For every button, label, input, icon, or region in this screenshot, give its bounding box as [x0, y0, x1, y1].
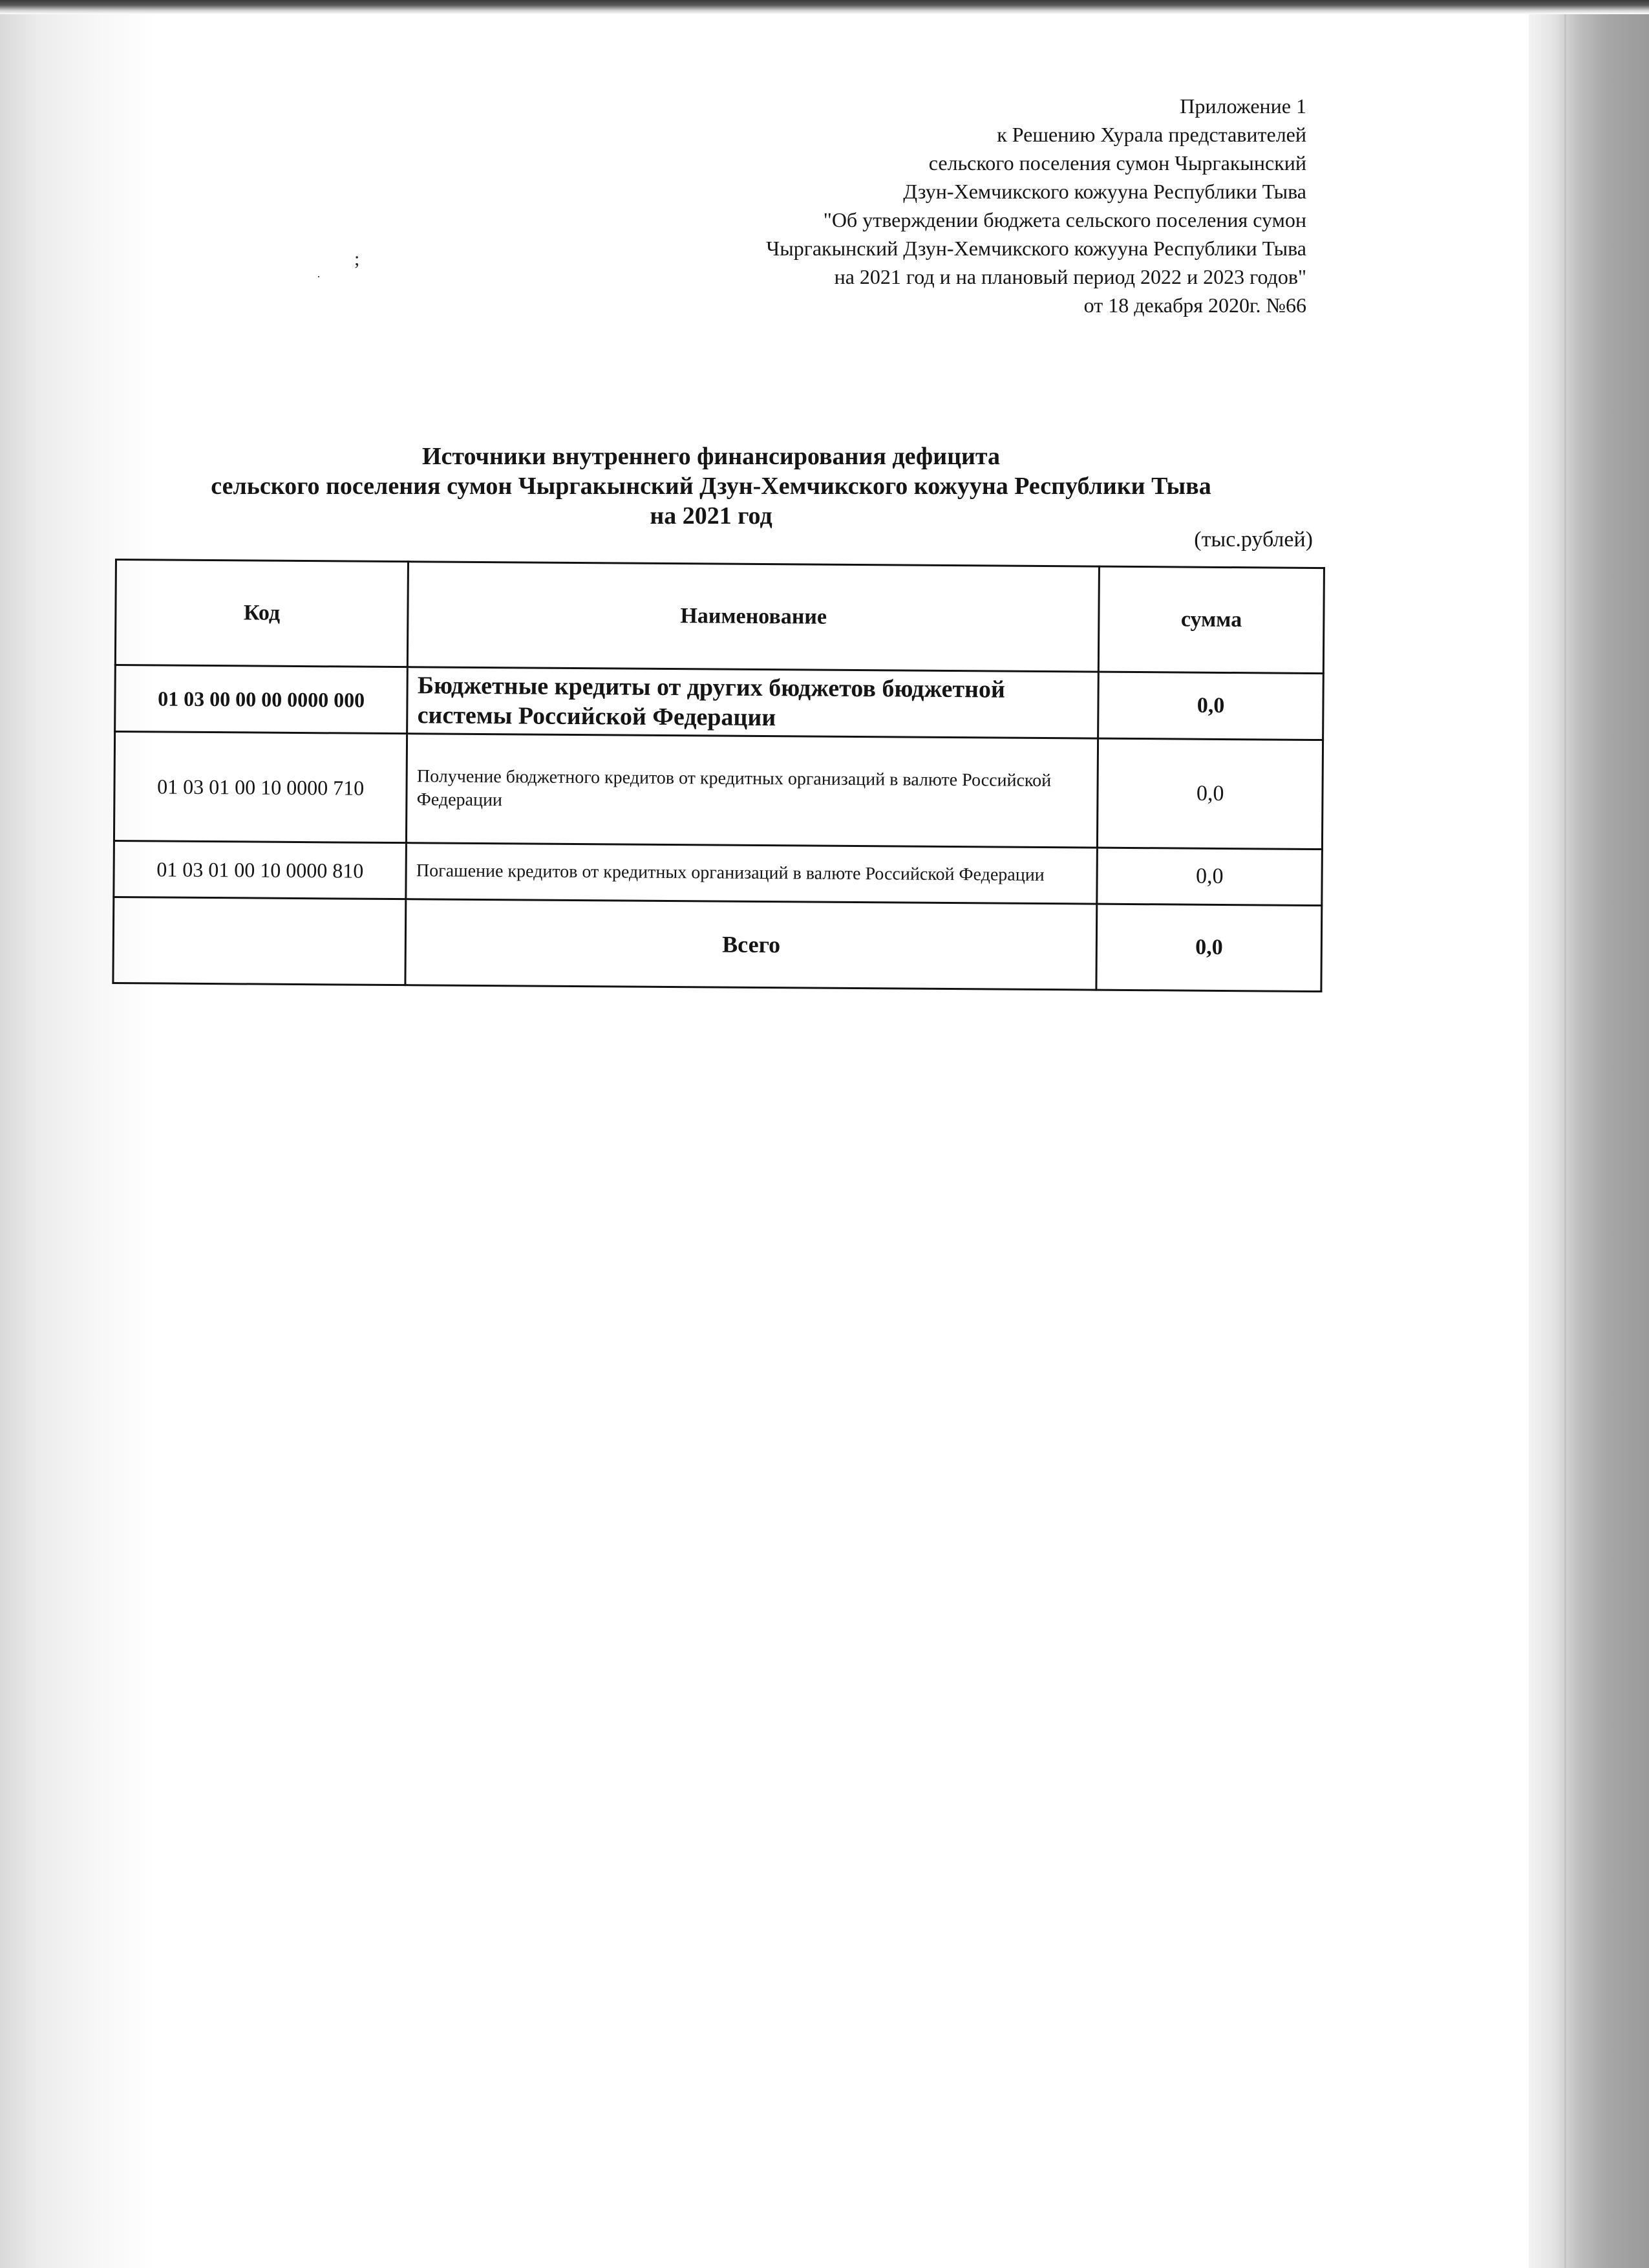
row-sum: 0,0: [1098, 738, 1323, 849]
scan-speck: ;: [354, 248, 360, 270]
appendix-line: от 18 декабря 2020г. №66: [1083, 294, 1306, 317]
scan-speck: ·: [317, 270, 321, 283]
row-name: Получение бюджетного кредитов от кредитных организаций в валюте Российской Федерации: [407, 734, 1098, 848]
row-sum: 0,0: [1097, 848, 1322, 905]
table-header-row: [115, 560, 1324, 674]
row-code: 01 03 00 00 00 0000 000: [115, 665, 408, 734]
total-code-empty: [113, 897, 406, 985]
table-row: [115, 665, 1324, 740]
row-code: 01 03 01 00 10 0000 710: [114, 732, 407, 843]
appendix-line: Чыргакынский Дзун-Хемчикского кожууна Республики Тыва: [766, 237, 1306, 260]
row-sum: 0,0: [1098, 672, 1323, 740]
title-line-2: сельского поселения сумон Чыргакынский Дзун-Хемчикского кожууна Республики Тыва: [211, 473, 1211, 500]
scan-page-edge-line: [1587, 0, 1588, 2268]
table-row: [114, 732, 1323, 850]
row-name: Погашение кредитов от кредитных организаций в валюте Российской Федерации: [406, 843, 1098, 904]
title-line-1: Источники внутреннего финансирования дефицита: [421, 443, 1001, 470]
scan-left-shadow: [0, 0, 155, 2268]
scan-page-edge-line: [1564, 0, 1566, 2268]
column-header-sum: сумма: [1099, 566, 1325, 673]
appendix-line: Приложение 1: [1180, 94, 1306, 118]
appendix-line: Дзун-Хемчикского кожууна Республики Тыва: [903, 180, 1306, 203]
document-title: [116, 442, 1306, 531]
scan-top-edge: [0, 0, 1649, 14]
column-header-name: Наименование: [408, 562, 1100, 672]
row-name: Бюджетные кредиты от других бюджетов бюджетной системы Российской Федерации: [407, 667, 1099, 738]
table-total-row: [113, 897, 1322, 991]
financing-sources-table: [112, 559, 1325, 992]
column-header-code: Код: [115, 560, 408, 667]
appendix-line: на 2021 год и на плановый период 2022 и 2023 годов": [834, 265, 1306, 288]
row-code: 01 03 01 00 10 0000 810: [114, 840, 407, 899]
scan-right-edge: [1529, 0, 1649, 2268]
appendix-line: к Решению Хурала представителей: [997, 123, 1306, 146]
appendix-line: сельского поселения сумон Чыргакынский: [928, 151, 1306, 175]
units-label: (тыс.рублей): [1194, 528, 1313, 551]
appendix-line: "Об утверждении бюджета сельского поселения сумон: [823, 208, 1306, 231]
title-line-3: на 2021 год: [650, 502, 772, 530]
total-sum: 0,0: [1096, 904, 1322, 991]
table-row: [114, 840, 1323, 905]
total-label: Всего: [405, 899, 1097, 990]
appendix-header: [766, 92, 1306, 319]
